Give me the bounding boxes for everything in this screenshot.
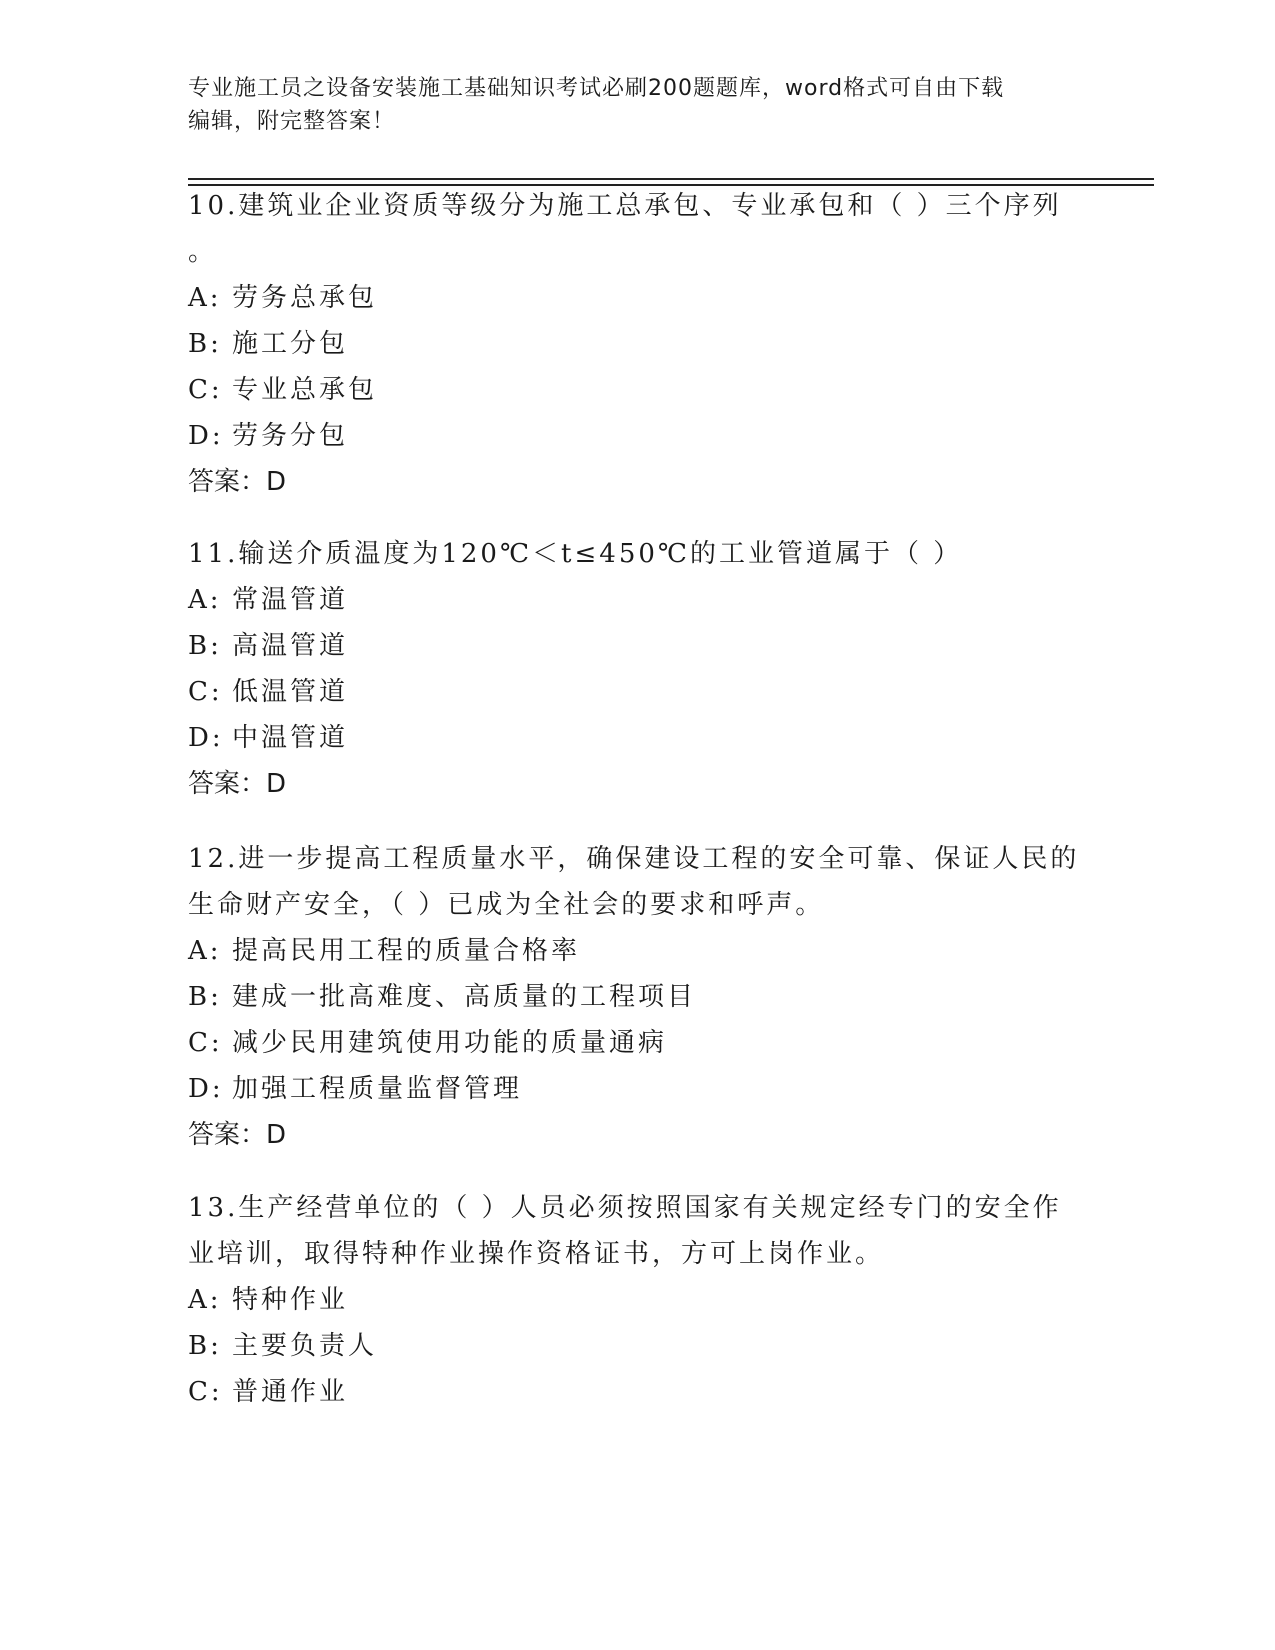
option-letter: B: [188,982,222,1012]
option-text: 专业总承包 [232,375,378,405]
option-letter: C: [188,375,223,405]
question-12 [188,836,1088,1158]
option-letter: B: [188,631,222,661]
option-letter: B: [188,329,222,359]
option-c [188,669,1088,715]
header-line-1: 专业施工员之设备安装施工基础知识考试必刷200题题库，word格式可自由下载 [188,76,1005,101]
header-line-2: 编辑，附完整答案！ [188,109,396,134]
option-text: 减少民用建筑使用功能的质量通病 [232,1028,668,1058]
option-text: 劳务分包 [232,421,349,451]
option-letter: C: [188,677,223,707]
option-d [188,715,1088,761]
question-13 [188,1185,1088,1415]
option-letter: A: [188,585,222,615]
option-letter: B: [188,1331,222,1361]
option-text: 特种作业 [232,1285,349,1315]
option-letter: C: [188,1377,223,1407]
option-letter: A: [188,283,222,313]
option-text: 中温管道 [232,723,349,753]
option-b [188,623,1088,669]
option-c [188,367,1088,413]
option-d [188,413,1088,459]
question-stem: 11.输送介质温度为120℃＜t≤450℃的工业管道属于（ ） [188,539,963,569]
question-stem: 12.进一步提高工程质量水平，确保建设工程的安全可靠、保证人民的 [188,844,1080,874]
question-stem-continued: 生命财产安全，（ ）已成为全社会的要求和呼声。 [188,890,825,920]
document-header [188,72,1088,138]
option-letter: A: [188,936,222,966]
header-divider-top [188,178,1154,180]
option-b [188,321,1088,367]
option-a [188,1277,1088,1323]
option-text: 施工分包 [232,329,349,359]
option-letter: D: [188,723,224,753]
option-text: 劳务总承包 [232,283,378,313]
option-text: 常温管道 [232,585,349,615]
option-letter: D: [188,1074,224,1104]
option-text: 提高民用工程的质量合格率 [232,936,581,966]
option-c [188,1020,1088,1066]
option-text: 高温管道 [232,631,349,661]
option-letter: D: [188,421,224,451]
option-letter: A: [188,1285,222,1315]
option-a [188,275,1088,321]
option-b [188,974,1088,1020]
option-text: 建成一批高难度、高质量的工程项目 [232,982,697,1012]
question-stem: 13.生产经营单位的（ ）人员必须按照国家有关规定经专门的安全作 [188,1193,1062,1223]
question-stem-continued: 。 [188,237,218,267]
answer: 答案：D [188,467,287,497]
question-11 [188,531,1088,807]
question-10 [188,183,1088,505]
option-letter: C: [188,1028,223,1058]
option-d [188,1066,1088,1112]
option-a [188,577,1088,623]
option-c [188,1369,1088,1415]
answer: 答案：D [188,769,287,799]
option-text: 低温管道 [232,677,349,707]
option-text: 主要负责人 [232,1331,378,1361]
option-b [188,1323,1088,1369]
option-a [188,928,1088,974]
option-text: 普通作业 [232,1377,349,1407]
answer: 答案：D [188,1120,287,1150]
question-stem-continued: 业培训，取得特种作业操作资格证书，方可上岗作业。 [188,1239,885,1269]
question-stem: 10.建筑业企业资质等级分为施工总承包、专业承包和（ ）三个序列 [188,191,1062,221]
option-text: 加强工程质量监督管理 [232,1074,523,1104]
